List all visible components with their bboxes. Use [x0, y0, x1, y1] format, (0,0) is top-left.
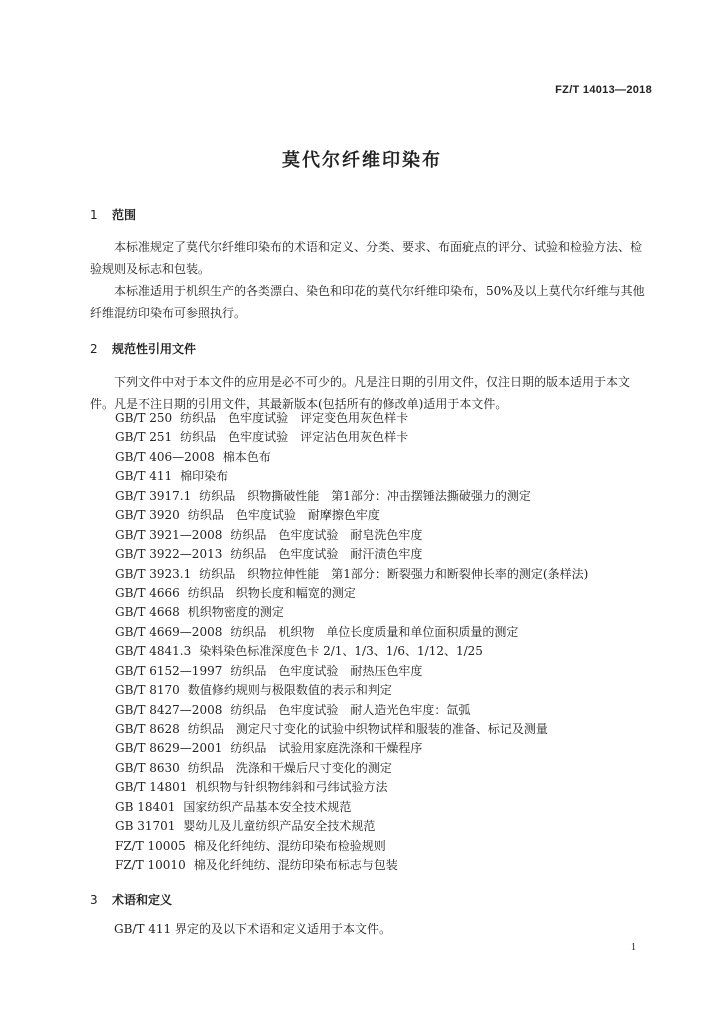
reference-item: [115, 662, 588, 681]
reference-code: GB/T 411: [115, 469, 173, 484]
reference-code: GB/T 251: [115, 430, 173, 445]
reference-title: 棉印染布: [180, 469, 229, 484]
document-title: 莫代尔纤维印染布: [282, 150, 442, 171]
scope-paragraph-2: 本标准适用于机织生产的各类漂白、染色和印花的莫代尔纤维印染布，50%及以上莫代尔纤维与其他纤维混纺印染布可参照执行。: [90, 284, 645, 320]
reference-item: [115, 642, 588, 661]
reference-code: GB/T 250: [115, 411, 173, 425]
reference-code: GB/T 8628: [115, 722, 180, 736]
reference-item: [115, 526, 588, 545]
reference-item: [115, 565, 588, 584]
reference-code: GB/T 8427—2008: [115, 702, 223, 717]
reference-code: GB 18401: [115, 799, 176, 814]
section-2-heading: [90, 340, 196, 357]
reference-title: 纺织品 色牢度试验 耐汗渍色牢度: [230, 547, 423, 562]
reference-item: [115, 778, 588, 797]
page-number: 1: [631, 942, 636, 953]
reference-title: 纺织品 织物拉伸性能 第1部分：断裂强力和断裂伸长率的测定(条样法): [199, 566, 589, 581]
reference-title: 纺织品 机织物 单位长度质量和单位面积质量的测定: [230, 624, 519, 639]
reference-item: [115, 817, 588, 836]
reference-title: 纺织品 色牢度试验 评定沾色用灰色样卡: [180, 430, 409, 445]
reference-item: [115, 701, 588, 720]
normative-refs-intro: 下列文件中对于本文件的应用是必不可少的。凡是注日期的引用文件，仅注日期的版本适用于本文件。凡是不注日期的引用文件，其最新版本(包括所有的修改单)适用于本文件。: [90, 375, 631, 411]
reference-code: GB/T 4669—2008: [115, 624, 223, 639]
reference-item: [115, 487, 588, 506]
reference-title: 纺织品 织物长度和幅宽的测定: [187, 585, 356, 600]
reference-code: GB/T 4668: [115, 605, 180, 620]
section-number: 3: [90, 893, 98, 907]
section-1-heading: [90, 206, 136, 223]
reference-title: 纺织品 测定尺寸变化的试验中织物试样和服装的准备、标记及测量: [187, 722, 548, 736]
reference-title: 纺织品 色牢度试验 评定变色用灰色样卡: [180, 411, 409, 425]
reference-title: 染料染色标准深度色卡 2/1、1/3、1/6、1/12、1/25: [199, 644, 483, 659]
reference-code: GB/T 14801: [115, 780, 188, 795]
reference-title: 纺织品 色牢度试验 耐人造光色牢度：氙弧: [230, 702, 471, 717]
reference-item: [115, 837, 588, 856]
reference-code: FZ/T 10010: [115, 858, 186, 873]
reference-item: [115, 739, 588, 758]
reference-title: 棉及化纤纯纺、混纺印染布标志与包装: [193, 858, 398, 873]
reference-item: [115, 720, 588, 739]
section-number: 1: [90, 208, 98, 222]
reference-title: 纺织品 织物撕破性能 第1部分：冲击摆锤法撕破强力的测定: [199, 488, 531, 503]
reference-code: GB/T 4841.3: [115, 644, 192, 659]
reference-code: GB/T 3922—2013: [115, 547, 223, 562]
reference-title: 纺织品 试验用家庭洗涤和干燥程序: [230, 741, 423, 756]
section-title: 范围: [112, 208, 137, 222]
reference-title: 纺织品 洗涤和干燥后尺寸变化的测定: [187, 760, 392, 775]
reference-code: GB/T 3920: [115, 508, 180, 523]
section-3-heading: [90, 891, 172, 908]
reference-item: [115, 856, 588, 875]
reference-item: [115, 603, 588, 622]
reference-item: [115, 409, 588, 428]
reference-title: 纺织品 色牢度试验 耐皂洗色牢度: [230, 527, 423, 542]
standard-number: FZ/T 14013—2018: [555, 84, 652, 96]
reference-title: 棉本色布: [222, 449, 271, 464]
reference-code: GB/T 3921—2008: [115, 527, 223, 542]
reference-item: [115, 506, 588, 525]
reference-item: [115, 584, 588, 603]
reference-item: [115, 467, 588, 486]
reference-code: FZ/T 10005: [115, 838, 186, 853]
section-title: 规范性引用文件: [112, 342, 197, 356]
scope-paragraph-1: 本标准规定了莫代尔纤维印染布的术语和定义、分类、要求、布面疵点的评分、试验和检验方法、检验规则及标志和包装。: [90, 240, 643, 276]
reference-item: [115, 448, 588, 467]
reference-code: GB/T 6152—1997: [115, 663, 223, 678]
reference-code: GB/T 3923.1: [115, 566, 192, 581]
reference-code: GB 31701: [115, 819, 176, 834]
reference-code: GB/T 406—2008: [115, 449, 215, 464]
reference-code: GB/T 8629—2001: [115, 741, 223, 756]
reference-title: 棉及化纤纯纺、混纺印染布检验规则: [193, 838, 386, 853]
section-title: 术语和定义: [112, 893, 173, 907]
reference-title: 婴幼儿及儿童纺织产品安全技术规范: [183, 819, 376, 834]
reference-item: [115, 681, 588, 700]
reference-title: 纺织品 色牢度试验 耐摩擦色牢度: [187, 508, 380, 523]
reference-code: GB/T 4666: [115, 585, 180, 600]
section-number: 2: [90, 342, 98, 356]
reference-code: GB/T 8630: [115, 760, 180, 775]
reference-title: 机织物与针织物纬斜和弓纬试验方法: [195, 780, 388, 795]
reference-item: [115, 545, 588, 564]
reference-item: [115, 798, 588, 817]
reference-title: 国家纺织产品基本安全技术规范: [183, 799, 352, 814]
reference-item: [115, 428, 588, 447]
reference-title: 机织物密度的测定: [187, 605, 284, 620]
terms-intro: GB/T 411 界定的及以下术语和定义适用于本文件。: [114, 922, 391, 936]
reference-item: [115, 759, 588, 778]
reference-title: 数值修约规则与极限数值的表示和判定: [187, 683, 392, 698]
reference-code: GB/T 3917.1: [115, 488, 192, 503]
reference-list: [115, 409, 588, 876]
reference-code: GB/T 8170: [115, 683, 180, 698]
reference-title: 纺织品 色牢度试验 耐热压色牢度: [230, 663, 423, 678]
reference-item: [115, 623, 588, 642]
